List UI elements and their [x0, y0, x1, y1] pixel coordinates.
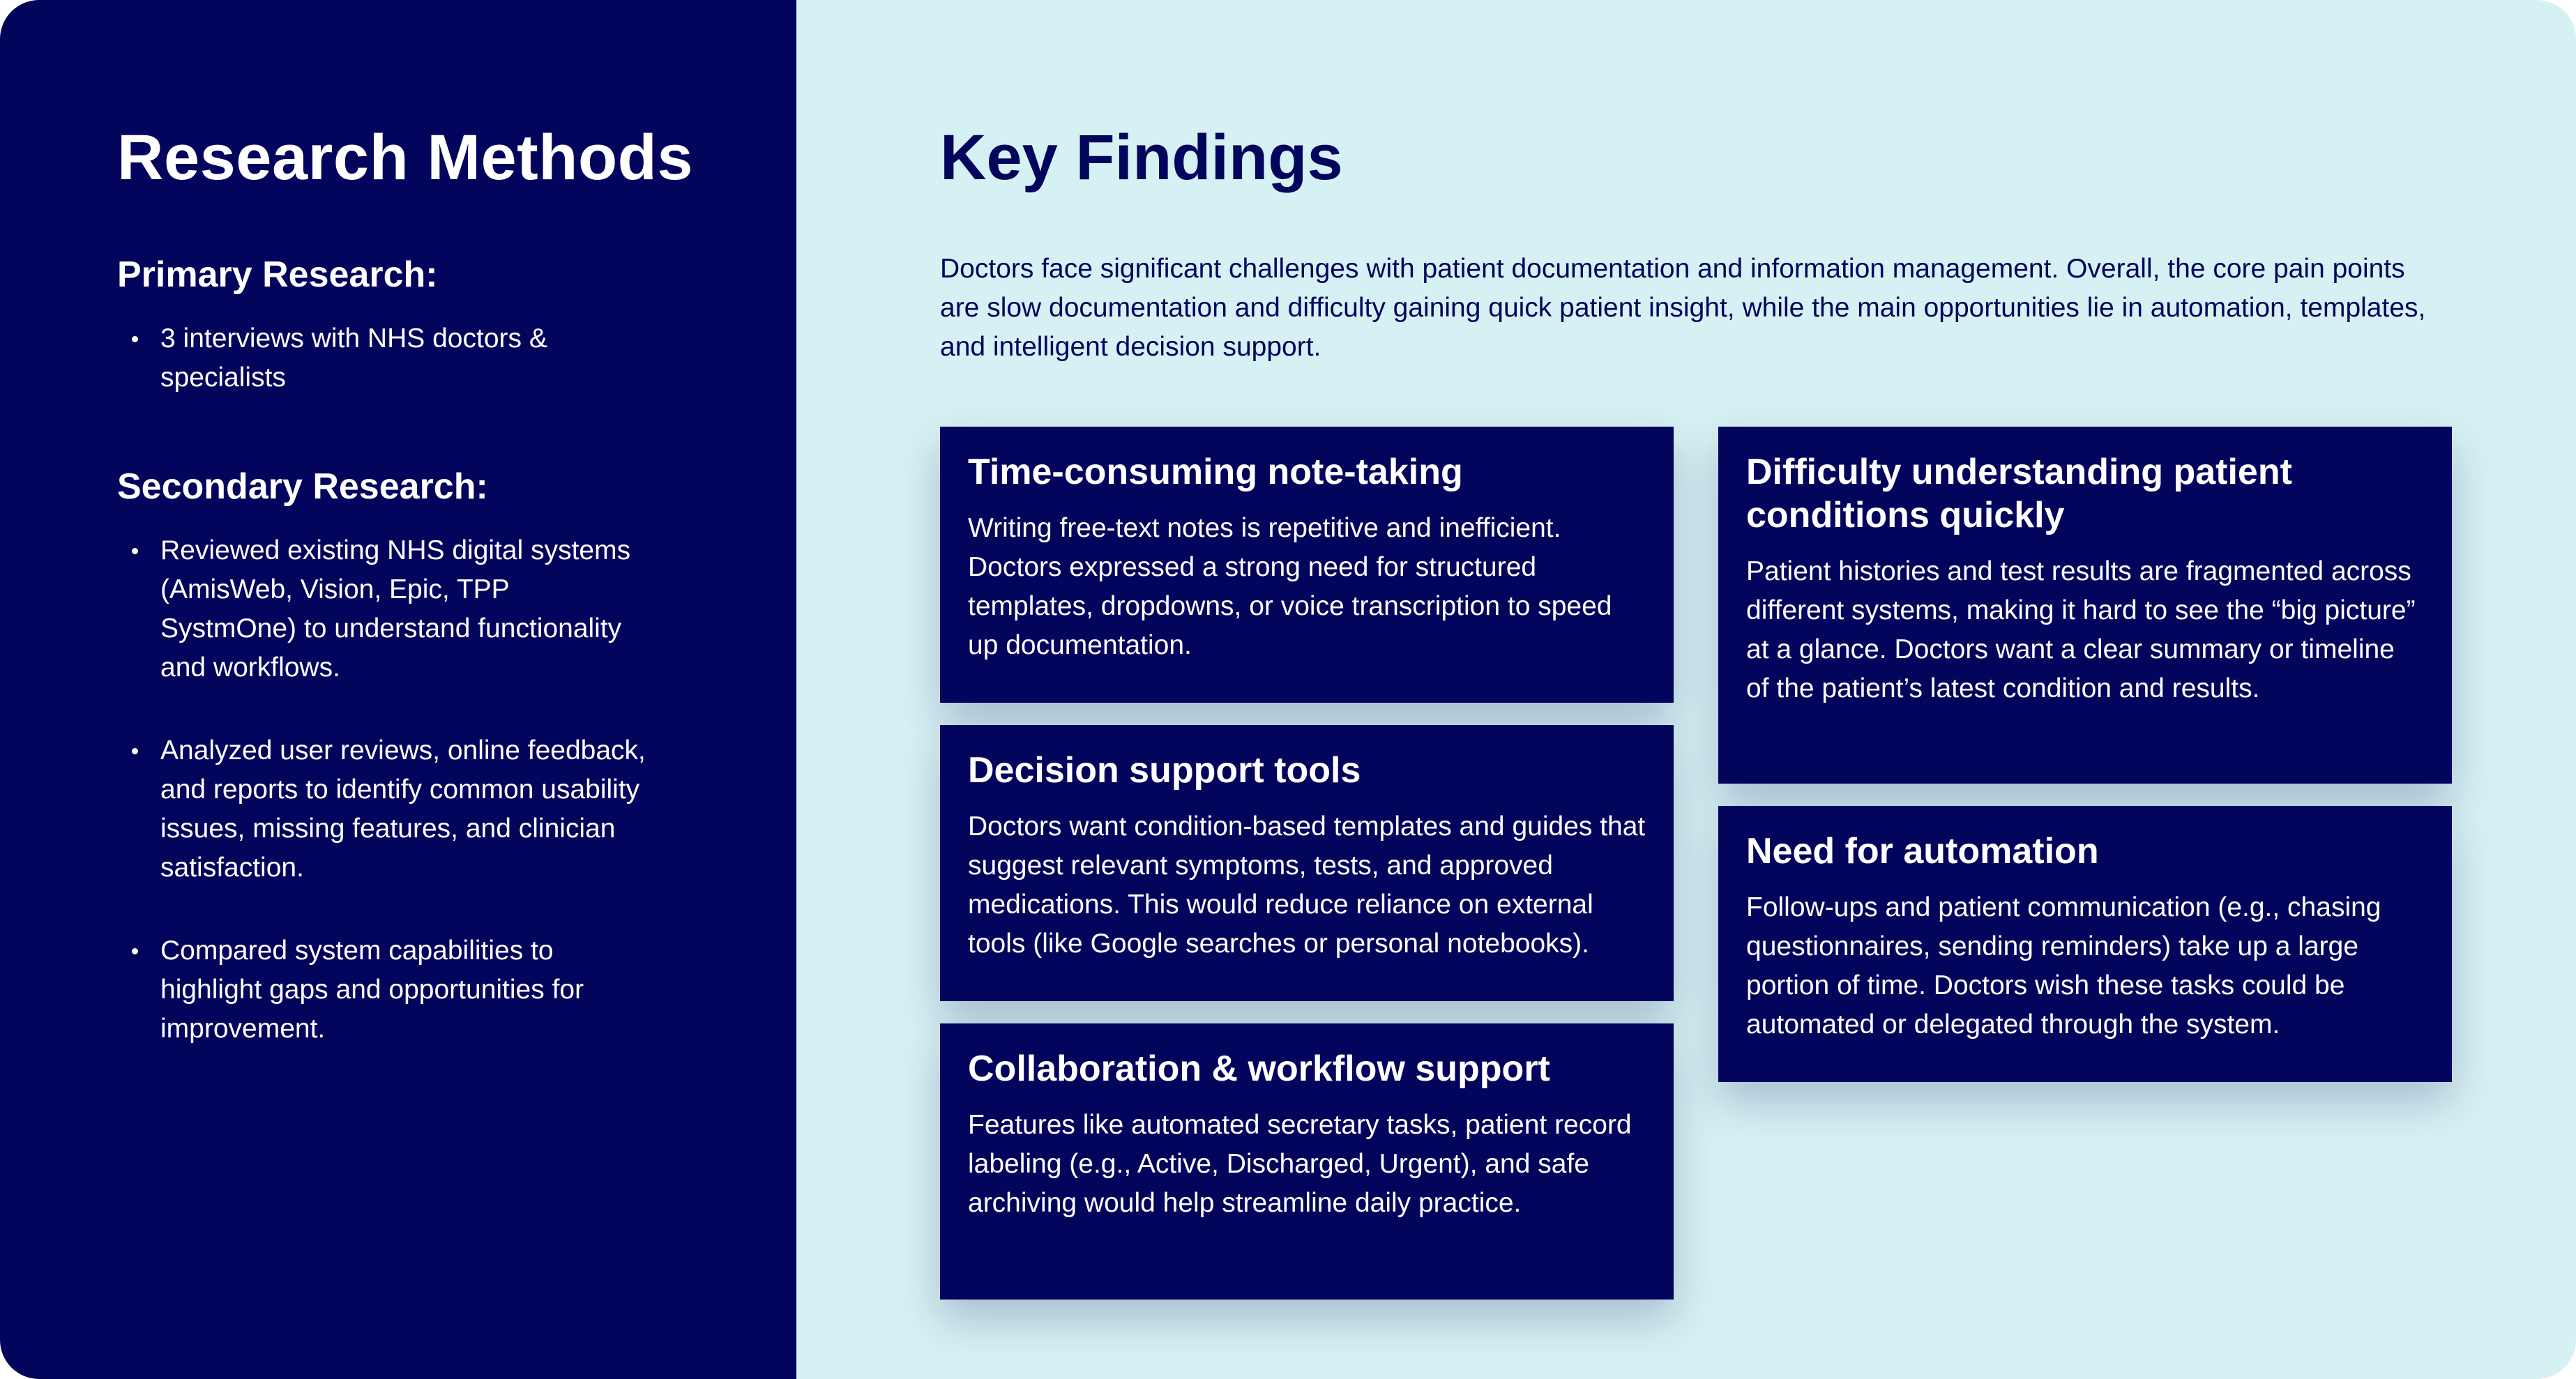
finding-card-automation [1718, 806, 2452, 1082]
secondary-research-heading: Secondary Research: [117, 466, 488, 507]
list-item [117, 319, 647, 397]
list-item-text: Compared system capabilities to highlight gaps and opportunities for improvement. [160, 936, 584, 1044]
finding-card-note-taking [940, 427, 1674, 703]
finding-card-collaboration [940, 1023, 1674, 1300]
card-body: Writing free-text notes is repetitive and inefficient. Doctors expressed a strong need for structured templates, dropdowns, or voice transcription to speed up documentation. [968, 513, 1612, 660]
bullet-icon [132, 948, 138, 954]
list-item [117, 531, 647, 687]
bullet-icon [132, 548, 138, 554]
secondary-research-list [117, 531, 647, 1049]
card-title: Need for automation [1746, 831, 2099, 871]
research-methods-title: Research Methods [117, 122, 694, 193]
finding-card-patient-conditions [1718, 427, 2452, 784]
bullet-icon [132, 336, 138, 342]
primary-research-list [117, 319, 647, 397]
card-title: Decision support tools [968, 750, 1361, 791]
list-item [117, 931, 647, 1049]
bullet-icon [132, 748, 138, 754]
card-title: Time-consuming note-taking [968, 452, 1463, 492]
list-item-text: Reviewed existing NHS digital systems (AmisWeb, Vision, Epic, TPP SystmOne) to understand functionality and workflows. [160, 535, 631, 683]
key-findings-title: Key Findings [940, 122, 1343, 193]
card-body: Follow-ups and patient communication (e.g., chasing questionnaires, sending reminders) take up a large portion of time. Doctors wish these tasks could be automated or delegated through the system. [1746, 892, 2381, 1039]
list-item-text: Analyzed user reviews, online feedback, and reports to identify common usability issues, missing features, and clinician satisfaction. [160, 736, 646, 883]
key-findings-intro: Doctors face significant challenges with patient documentation and information management. Overall, the core pain points are slow documentation and difficulty gaining quick patient insight, while the main opportunities lie in automation, templates, and intelligent decision support. [940, 254, 2426, 362]
card-title: Difficulty understanding patient conditions quickly [1746, 452, 2292, 535]
finding-card-decision-support [940, 725, 1674, 1001]
list-item [117, 731, 647, 887]
card-body: Doctors want condition-based templates and guides that suggest relevant symptoms, tests, and approved medications. This would reduce reliance on external tools (like Google searches or personal notebooks). [968, 812, 1646, 959]
list-item-text: 3 interviews with NHS doctors & specialists [160, 323, 547, 393]
research-methods-panel [0, 0, 796, 1379]
primary-research-heading: Primary Research: [117, 254, 438, 295]
card-title: Collaboration & workflow support [968, 1049, 1550, 1089]
card-body: Patient histories and test results are fragmented across different systems, making it hard to see the “big picture” at a glance. Doctors want a clear summary or timeline of the patient’s latest condition and results. [1746, 556, 2416, 703]
card-body: Features like automated secretary tasks, patient record labeling (e.g., Active, Discharged, Urgent), and safe archiving would help streamline daily practice. [968, 1110, 1632, 1218]
